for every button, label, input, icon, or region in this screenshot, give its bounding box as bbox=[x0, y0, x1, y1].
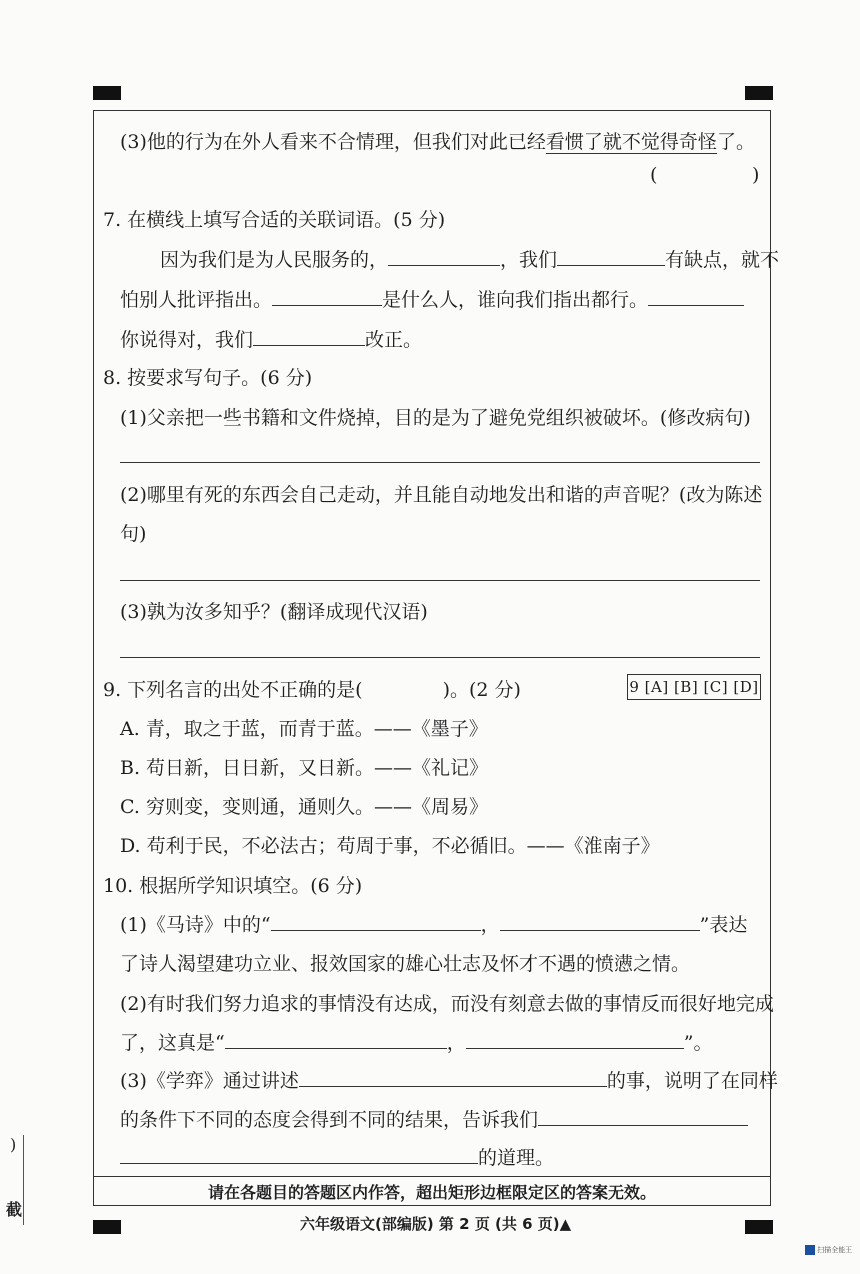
q6-item3-underlined: 看惯了就不觉得奇怪 bbox=[545, 131, 717, 153]
q6-answer-paren-open: ( bbox=[650, 164, 658, 186]
q7-line3: 你说得对，我们 改正。 bbox=[120, 329, 423, 351]
q7-line1: 因为我们是为人民服务的， ，我们 有缺点，就不 bbox=[160, 249, 780, 271]
q9-option-c: C. 穷则变，变则通，通则久。——《周易》 bbox=[120, 796, 488, 818]
margin-divider bbox=[23, 1135, 24, 1225]
q10-blank-1[interactable] bbox=[271, 912, 481, 931]
registration-mark-bottom-right bbox=[745, 1220, 773, 1234]
q7-title: 7. 在横线上填写合适的关联词语。(5 分) bbox=[103, 209, 446, 231]
q7-line2: 怕别人批评指出。 是什么人，谁向我们指出都行。 bbox=[120, 285, 744, 312]
q8-title: 8. 按要求写句子。(6 分) bbox=[103, 367, 313, 389]
q10-item2-line2: 了，这真是“ ， ”。 bbox=[120, 1032, 713, 1054]
q7-blank-5[interactable] bbox=[253, 327, 365, 346]
page-footer: 六年级语文(部编版) 第 2 页 (共 6 页)▲ bbox=[300, 1215, 572, 1233]
q9-answer-choice-box[interactable]: 9 [A] [B] [C] [D] bbox=[627, 674, 761, 700]
q9-option-a: A. 青，取之于蓝，而青于蓝。——《墨子》 bbox=[120, 718, 488, 740]
registration-mark-top-left bbox=[93, 86, 121, 100]
q6-answer-paren-close: ) bbox=[752, 164, 760, 186]
q7-blank-1[interactable] bbox=[388, 247, 500, 266]
q8-item2-line2: 句) bbox=[120, 523, 147, 545]
q10-item1-line1: (1)《马诗》中的“ ， ”表达 bbox=[120, 914, 748, 936]
q7-blank-2[interactable] bbox=[557, 247, 665, 266]
registration-mark-top-right bbox=[745, 86, 773, 100]
registration-mark-bottom-left bbox=[93, 1220, 121, 1234]
q10-blank-3[interactable] bbox=[225, 1030, 447, 1049]
q10-blank-7[interactable] bbox=[120, 1145, 478, 1164]
q10-blank-2[interactable] bbox=[500, 912, 700, 931]
q8-item2-line1: (2)哪里有死的东西会自己走动，并且能自动地发出和谐的声音呢？(改为陈述 bbox=[120, 484, 763, 506]
q8-item3-answer-line[interactable] bbox=[120, 657, 760, 658]
q10-blank-4[interactable] bbox=[466, 1030, 684, 1049]
margin-cut-mark: 截 bbox=[6, 1200, 23, 1219]
q9-title: 9. 下列名言的出处不正确的是( )。(2 分) bbox=[103, 679, 521, 701]
q8-item3: (3)孰为汝多知乎？(翻译成现代汉语) bbox=[120, 601, 428, 623]
margin-paren: ) bbox=[10, 1135, 17, 1154]
q7-blank-3[interactable] bbox=[272, 287, 382, 306]
q10-item3-line1: (3)《学弈》通过讲述 的事，说明了在同样 bbox=[120, 1070, 778, 1092]
q7-blank-4[interactable] bbox=[648, 287, 744, 306]
q6-item3: (3)他的行为在外人看来不合情理，但我们对此已经看惯了就不觉得奇怪了。 bbox=[120, 131, 755, 153]
q10-blank-6[interactable] bbox=[538, 1107, 748, 1126]
q10-item1-line2: 了诗人渴望建功立业、报效国家的雄心壮志及怀才不遇的愤懑之情。 bbox=[120, 953, 691, 975]
answer-area-notice: 请在各题目的答题区内作答，超出矩形边框限定区的答案无效。 bbox=[93, 1177, 771, 1206]
q9-option-d: D. 苟利于民，不必法古；苟周于事，不必循旧。——《淮南子》 bbox=[120, 835, 660, 857]
q10-item3-line2: 的条件下不同的态度会得到不同的结果，告诉我们 bbox=[120, 1105, 748, 1132]
q8-item2-answer-line[interactable] bbox=[120, 580, 760, 581]
q10-item3-line3: 的道理。 bbox=[120, 1143, 554, 1170]
q8-item1-answer-line[interactable] bbox=[120, 462, 760, 463]
scanner-logo-icon bbox=[805, 1245, 815, 1255]
q10-title: 10. 根据所学知识填空。(6 分) bbox=[103, 875, 363, 897]
q10-item2-line1: (2)有时我们努力追求的事情没有达成，而没有刻意去做的事情反而很好地完成 bbox=[120, 993, 774, 1015]
q10-blank-5[interactable] bbox=[299, 1068, 607, 1087]
q9-option-b: B. 苟日新，日日新，又日新。——《礼记》 bbox=[120, 757, 489, 779]
q8-item1: (1)父亲把一些书籍和文件烧掉，目的是为了避免党组织被破坏。(修改病句) bbox=[120, 407, 751, 429]
binding-margin bbox=[0, 1135, 24, 1225]
scanner-watermark: 扫描全能王 bbox=[805, 1245, 855, 1267]
